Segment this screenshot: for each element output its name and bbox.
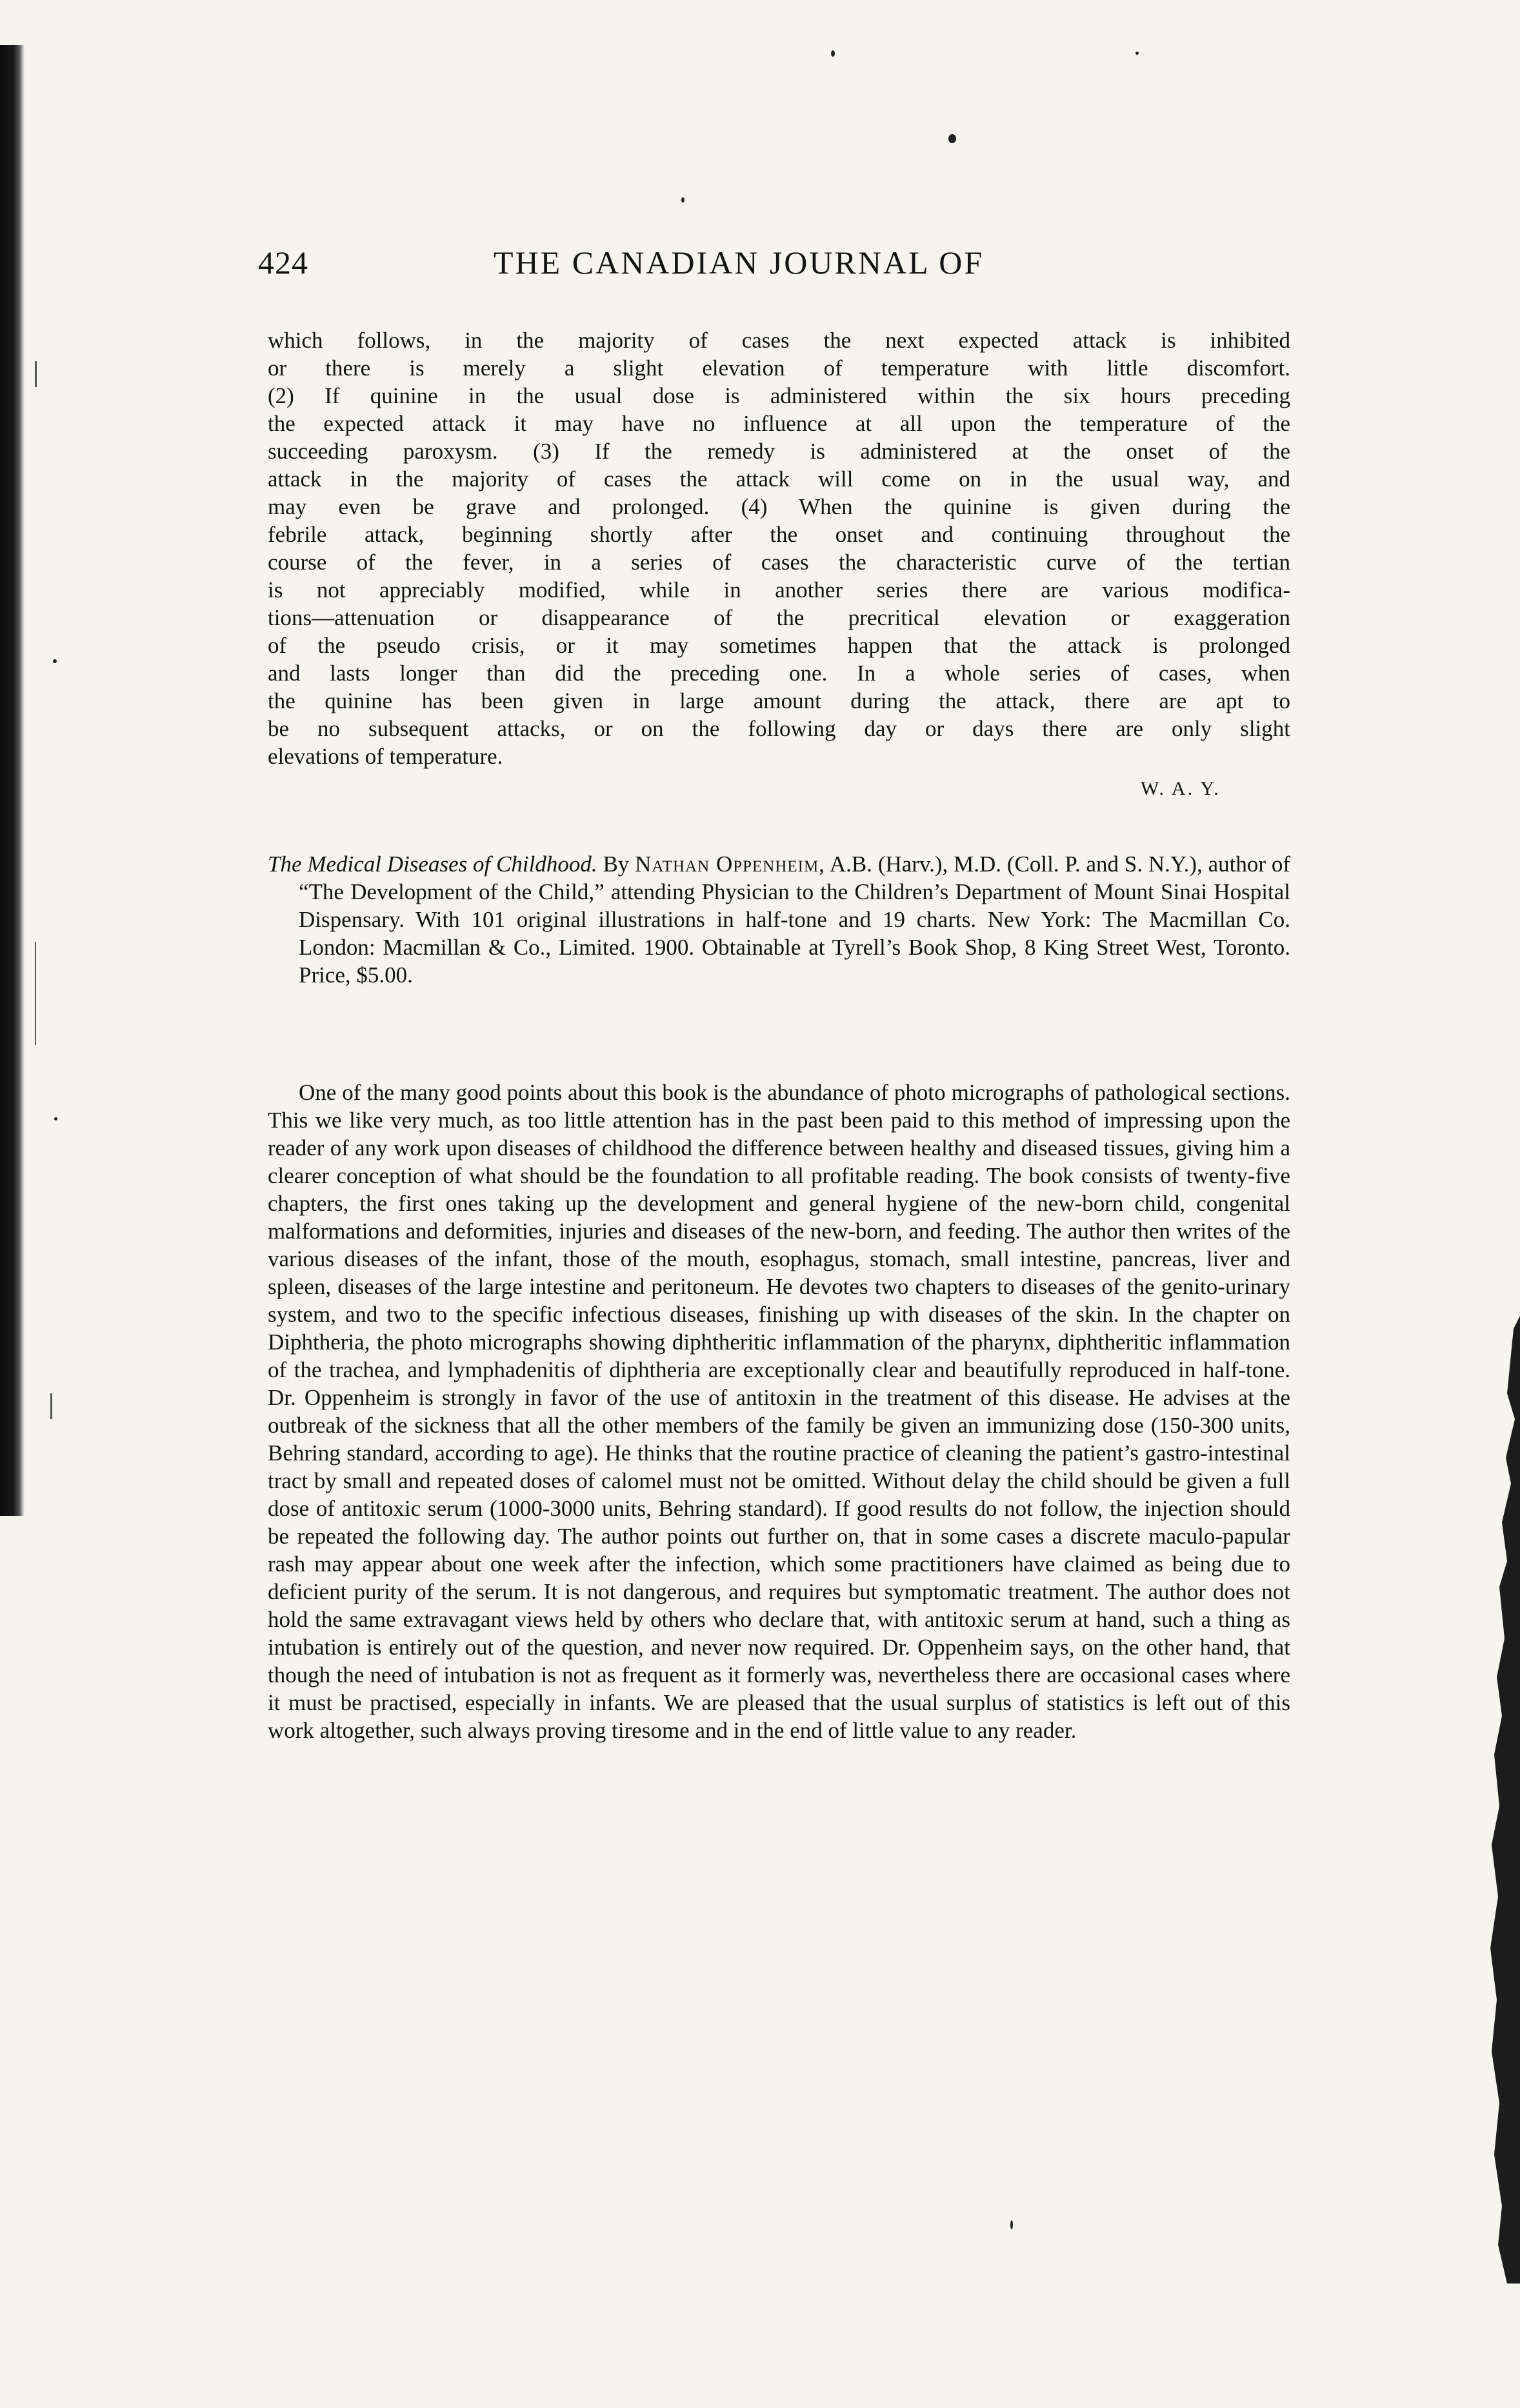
page-number: 424 — [258, 244, 308, 281]
review-paragraph: One of the many good points about this book is the abundance of photo micrographs of pathological sections. This we like very much, as too little attention has in the past been paid to this method of impressing upon the reader of any work upon diseases of childhood the difference between healthy and diseased tissues, giving him a clearer conception of what should be the foundation to all profitable reading. The book consists of twenty-five chapters, the first ones taking up the development and general hygiene of the new-born child, congenital malformations and deformities, injuries and diseases of the new-born, and feeding. The author then writes of the various diseases of the infant, those of the mouth, esophagus, stomach, small intestine, pancreas, liver and spleen, diseases of the large intestine and peritoneum. He devotes two chapters to diseases of the genito-urinary system, and two to the specific infectious diseases, finishing up with diseases of the skin. In the chapter on Diphtheria, the photo micrographs showing diphtheritic inflammation of the pharynx, diphtheritic inflammation of the trachea, and lymphadenitis of diphtheria are exceptionally clear and beautifully reproduced in half-tone. Dr. Oppenheim is strongly in favor of the use of antitoxin in the treatment of this disease. He advises at the outbreak of the sickness that all the other members of the family be given an immunizing dose (150-300 units, Behring standard, according to age). He thinks that the routine practice of cleaning the patient’s gastro-intestinal tract by small and repeated doses of calomel must not be omitted. Without delay the child should be given a full dose of antitoxic serum (1000-3000 units, Behring standard). If good results do not follow, the injection should be repeated the following day. The author points out further on, that in some cases a discrete maculo-papular rash may appear about one week after the infection, which some practitioners have claimed as being due to deficient purity of the serum. It is not dangerous, and requires but symptomatic treatment. The author does not hold the same extravagant views held by others who declare that, with antitoxic serum at hand, such a thing as intubation is entirely out of the question, and never now required. Dr. Oppenheim says, on the other hand, that though the need of intubation is not as frequent as it formerly was, nevertheless there are occasional cases where it must be practised, especially in infants. We are pleased that the usual surplus of statistics is left out of this work altogether, such always proving tiresome and in the end of little value to any reader. — [268, 1080, 1290, 1743]
text-line: febrile attack, beginning shortly after the onset and continuing throughout the — [268, 522, 1290, 547]
text-line: the quinine has been given in large amount during the attack, there are apt to — [268, 688, 1290, 713]
scan-mark — [35, 942, 36, 1045]
text-line: of the pseudo crisis, or it may sometimes happen that the attack is prolonged — [268, 633, 1290, 658]
text-line: and lasts longer than did the preceding one. In a whole series of cases, when — [268, 661, 1290, 686]
text-line: attack in the majority of cases the attack will come on in the usual way, and — [268, 466, 1290, 492]
text-line: (2) If quinine in the usual dose is administered within the six hours preceding — [268, 383, 1290, 408]
text-line: which follows, in the majority of cases the next expected attack is inhibited — [268, 328, 1290, 353]
reviewer-initials: W. A. Y. — [1141, 778, 1221, 799]
text-line: is not appreciably modified, while in another series there are various modifica- — [268, 577, 1290, 602]
review-body — [268, 1079, 1290, 1744]
text-line: or there is merely a slight elevation of temperature with little discomfort. — [268, 355, 1290, 381]
scan-speck — [54, 1117, 57, 1120]
scan-right-edge — [1468, 1316, 1520, 2284]
running-header — [258, 244, 1316, 295]
book-title: The Medical Diseases of Childhood. — [268, 851, 597, 877]
text-line: elevations of temperature. — [268, 744, 503, 769]
running-head-title: THE CANADIAN JOURNAL OF — [494, 244, 985, 281]
scan-mark — [50, 1393, 52, 1419]
scan-mark — [35, 361, 37, 387]
book-details: A.B. (Harv.), M.D. (Coll. P. and S. N.Y.), author of “The Development of the Child,” attending Physician to the Children’s Department of Mount Sinai Hospital Dispensary. With 101 original illustrations in half-tone and 19 charts. New York: The Macmillan Co. London: Macmillan & Co., Limited. 1900. Obtainable at Tyrell’s Book Shop, 8 King Street West, Toronto. Price, $5.00. — [299, 851, 1291, 988]
scan-speck — [53, 659, 57, 663]
text-line: tions—attenuation or disappearance of the precritical elevation or exaggeration — [268, 605, 1290, 630]
scan-speck — [831, 50, 835, 57]
book-author: Nathan Oppenheim, — [635, 851, 825, 877]
continued-paragraph — [268, 326, 1290, 770]
scan-speck — [1010, 2220, 1013, 2229]
text-line: may even be grave and prolonged. (4) When the quinine is given during the — [268, 494, 1290, 519]
text-line: succeeding paroxysm. (3) If the remedy is administered at the onset of the — [268, 439, 1290, 464]
scan-speck — [1135, 52, 1139, 55]
book-by: By — [603, 851, 630, 877]
scan-binding-shadow — [0, 45, 25, 1516]
text-line: course of the fever, in a series of cases the characteristic curve of the tertian — [268, 550, 1290, 575]
scan-speck — [681, 197, 685, 203]
text-line: be no subsequent attacks, or on the following day or days there are only slight — [268, 716, 1290, 741]
book-notice — [268, 850, 1290, 989]
text-line: the expected attack it may have no influence at all upon the temperature of the — [268, 411, 1290, 436]
scan-speck — [948, 134, 956, 143]
